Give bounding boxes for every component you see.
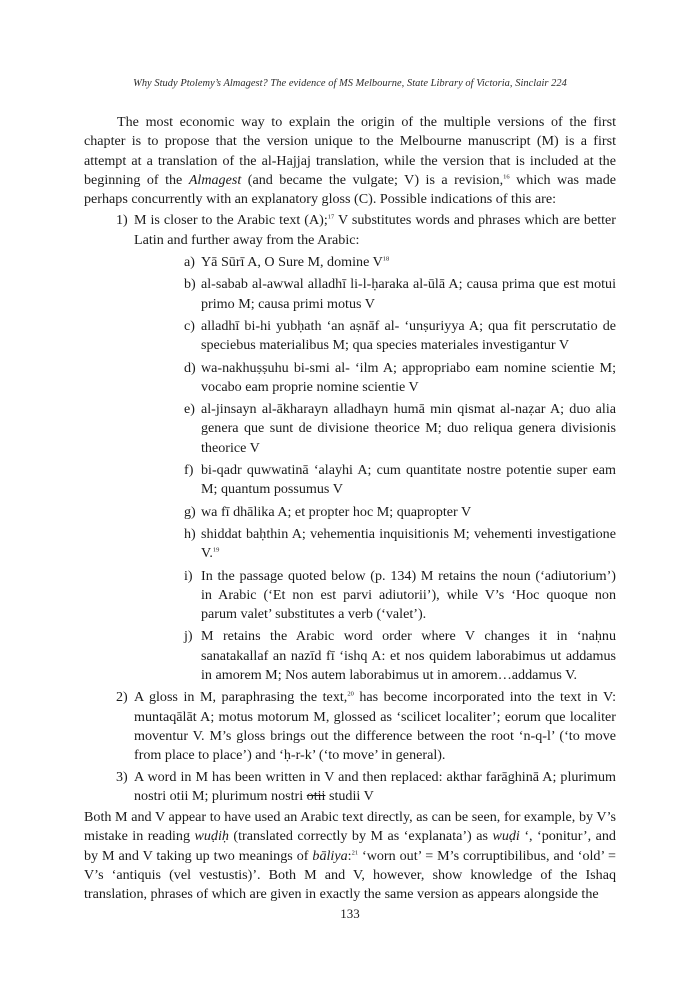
list-item-3: 3) A word in M has been written in V and then replaced: akthar farāghinā A; plurimum nostri otii M; plurimum nostri otii studii V <box>116 768 616 804</box>
sublist-item-i: i) In the passage quoted below (p. 134) M retains the noun (‘adiutorium’) in Arabic (‘Et non est parvi adiutorii’), while V’s ‘Hoc quoque non parum valet’ substitutes a verb (‘valet’). <box>184 567 616 623</box>
list-item-2: 2) A gloss in M, paraphrasing the text,$^{20}$ has become incorporated into the text in V: muntaqālāt A; motus motorum M, glossed as ‘scilicet localiter’; eorum que localiter moventur V. M’s gloss brings out the difference between the root ‘n-q-l’ (‘to move from place to place’) and ‘ḥ-r-k’ (‘to move’ in general). <box>116 689 616 764</box>
sublist-item-c: c) alladhī bi-hi yubḥath ‘an aṣnāf al- ‘unṣuriyya A; qua fit perscrutatio de speciebus materialibus M; qua species materiales investigantur V <box>184 317 616 354</box>
list-marker: 2) <box>116 689 128 706</box>
list-item-1: 1) M is closer to the Arabic text (A);$^{17}$ V substitutes words and phrases which are better Latin and further away from the Arabic: a) Yā Sūrī A, O Sure M, domine $V^{18}$ b) al-sabab al-awwal alladhī li-l-ḥaraka al-ūlā A; causa prima que est motui primo M; causa primi motus V c) alladhī bi-hi yubḥath ‘an aṣnāf al- ‘unṣuriyya A; qua fit perscrutatio de speciebus materialibus M; qua species materiales investigantur V d) wa-nakhuṣṣuhu bi-smi al- ‘ilm A; appropriabo eam nomine scientie M; vocabo eam proprie nomine scientie V e) al-jinsayn al-ākharayn alladhayn humā min qismat al-naẓar A; duo alia genera que sunt de divisione theorice M; duo reliqua genera divisionis theorice V f) bi-qadr quwwatinā ‘alayhi A; cum quantitate nostre potentie super eam M; quantum possumus V g) wa fī dhālika A; et propter hoc M; quapropter V h) shiddat baḥthin A; vehementia inquisitionis M; vehementi investigatione V.$^{19}$ i) In the passage quoted below (p. 134) M retains the noun (‘adiutorium’) in Arabic (‘Et non est parvi adiutorii’), while V’s ‘Hoc quoque non parum valet’ substitutes a verb (‘valet’). j) M retains the Arabic word order where V changes it in ‘naḥnu sanatakallaf an nazīd fī ‘ishq A: et nos quidem laborabimus ut addamus in amorem M; Nos autem laborabimus ut in amorem…addamus V. <box>84 211 616 685</box>
intro-paragraph: The most economic way to explain the origin of the multiple versions of the first chapter is to propose that the version unique to the Melbourne manuscript (M) is a first attempt at a translation of the al-Hajjaj translation, while the version that is included at the beginning of the Almagest (and became the vulgate; V) is a revision,$^{16}$ which was made perhaps concurrently with an explanatory gloss (C). Possible indications of this are: <box>84 114 616 208</box>
sublist-item-j: j) M retains the Arabic word order where V changes it in ‘naḥnu sanatakallaf an nazīd fī ‘ishq A: et nos quidem laborabimus ut addamus in amorem M; Nos autem laborabimus ut in amorem…addamus V. <box>184 628 616 684</box>
page-body <box>84 113 616 905</box>
footnote-ref-16: 16 <box>503 173 510 181</box>
sublist-item-h: h) shiddat baḥthin A; vehementia inquisitionis M; vehementi investigatione V.$^{19}$ <box>184 525 616 562</box>
footnote-ref-17: 17 <box>327 213 335 221</box>
sublist-item-d: d) wa-nakhuṣṣuhu bi-smi al- ‘ilm A; appropriabo eam nomine scientie M; vocabo eam proprie nomine scientie V <box>184 359 616 395</box>
page-number: 133 <box>340 906 360 921</box>
sublist <box>134 253 616 685</box>
sublist-item-e: e) al-jinsayn al-ākharayn alladhayn humā min qismat al-naẓar A; duo alia genera que sunt de divisione theorice M; duo reliqua genera divisionis theorice V <box>184 401 616 456</box>
closing-paragraph: Both M and V appear to have used an Arabic text directly, as can be seen, for example, by V’s mistake in reading wuḍiḥ (translated correctly by M as ‘explanata’) as wuḍi ‘, ‘ponitur’, and by M and V taking up two meanings of bāliya:$^{21}$ ‘worn out’ = M’s corruptibilibus, and ‘old’ = V’s ‘antiquis (vel vestustis)’. Both M and V, however, show knowledge of the Ishaq translation, phrases of which are given in exactly the same version as appears alongside the <box>84 809 616 903</box>
sublist-item-f: f) bi-qadr quwwatinā ‘alayhi A; cum quantitate nostre potentie super eam M; quantum possumus V <box>184 462 616 498</box>
almagest-title: Almagest <box>188 171 242 188</box>
footnote-ref-19: 19 <box>212 546 220 554</box>
footnote-ref-18: 18 <box>382 255 390 263</box>
running-header: Why Study Ptolemy’s Almagest? The evidence of MS Melbourne, State Library of Victoria, Sinclair 224 <box>133 78 567 89</box>
list-marker: 1) <box>116 212 128 229</box>
struck-word: otii <box>306 787 326 804</box>
footnote-ref-21: 21 <box>351 849 359 857</box>
sublist-item-b: b) al-sabab al-awwal alladhī li-l-ḥaraka al-ūlā A; causa prima que est motui primo M; causa primi motus V <box>184 276 616 312</box>
list-marker: 3) <box>116 768 128 785</box>
sublist-item-a: a) Yā Sūrī A, O Sure M, domine $V^{18}$ <box>184 254 390 271</box>
footnote-ref-20: 20 <box>347 690 354 698</box>
sublist-item-g: g) wa fī dhālika A; et propter hoc M; quapropter V <box>184 503 472 520</box>
